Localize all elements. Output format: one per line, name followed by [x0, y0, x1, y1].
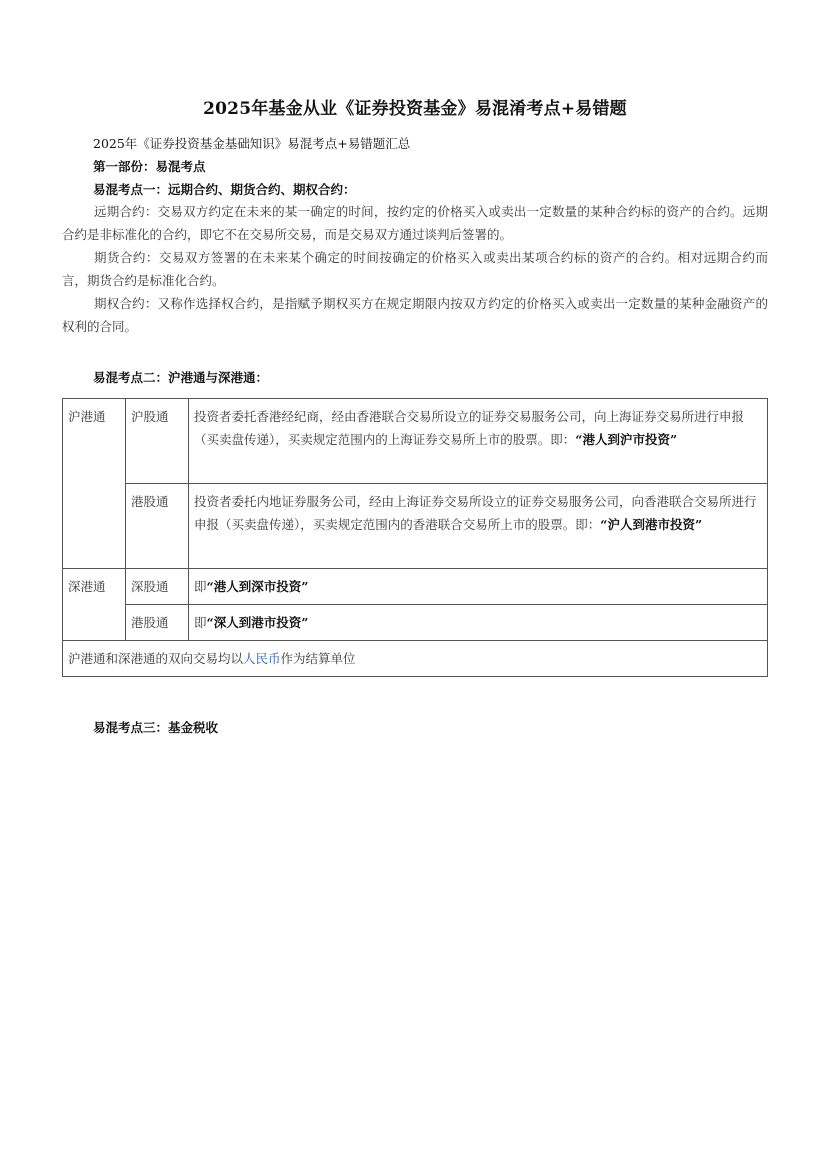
- table-row: [63, 484, 768, 569]
- description-text: 即: [194, 615, 207, 630]
- table-row: [63, 399, 768, 484]
- paragraph-futures-contract: 期货合约：交易双方签署的在未来某个确定的时间按确定的价格买入或卖出某项合约标的资产的合约。相对远期合约而言，期货合约是标准化合约。: [62, 250, 768, 288]
- description-text: 投资者委托内地证券服务公司，经由上海证券交易所设立的证券交易服务公司，向香港联合交易所进行申报（买卖盘传递），买卖规定范围内的香港联合交易所上市的股票。即：: [194, 494, 757, 532]
- footer-text: 作为结算单位: [280, 651, 356, 666]
- description-cell: [189, 569, 768, 605]
- type-cell: 深股通: [126, 569, 189, 605]
- table-row: [63, 569, 768, 605]
- emphasis-text: “港人到深市投资”: [206, 579, 309, 594]
- description-text: 即: [194, 579, 207, 594]
- type-cell: 港股通: [126, 605, 189, 641]
- description-cell: [189, 605, 768, 641]
- footer-cell: [63, 641, 768, 677]
- footer-text: 沪港通和深港通的双向交易均以: [68, 651, 244, 666]
- group-cell-shenzhen: 深港通: [63, 569, 126, 641]
- group-cell-shanghai: 沪港通: [63, 399, 126, 569]
- rmb-link[interactable]: 人民币: [243, 651, 281, 666]
- emphasis-text: “港人到沪市投资”: [575, 432, 678, 447]
- point2-heading: 易混考点二：沪港通与深港通：: [93, 370, 269, 385]
- emphasis-text: “沪人到港市投资”: [600, 517, 703, 532]
- paragraph-forward-contract: 远期合约：交易双方约定在未来的某一确定的时间，按约定的价格买入或卖出一定数量的某种合约标的资产的合约。远期合约是非标准化的合约，即它不在交易所交易，而是交易双方通过谈判后签署的。: [62, 204, 768, 242]
- table-footer-row: [63, 641, 768, 677]
- point3-heading: 易混考点三：基金税收: [93, 720, 219, 735]
- table-row: [63, 605, 768, 641]
- point1-heading: 易混考点一：远期合约、期货合约、期权合约：: [93, 182, 356, 197]
- type-cell: 沪股通: [126, 399, 189, 484]
- emphasis-text: “深人到港市投资”: [206, 615, 309, 630]
- description-cell: [189, 484, 768, 569]
- paragraph-option-contract: 期权合约：又称作选择权合约，是指赋予期权买方在规定期限内按双方约定的价格买入或卖出一定数量的某种金融资产的权利的合同。: [62, 296, 768, 334]
- description-cell: [189, 399, 768, 484]
- stock-connect-table: [62, 398, 768, 677]
- description-text: 投资者委托香港经纪商，经由香港联合交易所设立的证券交易服务公司，向上海证券交易所进行申报（买卖盘传递），买卖规定范围内的上海证券交易所上市的股票。即：: [194, 409, 745, 447]
- part-heading: 第一部份：易混考点: [93, 159, 206, 174]
- page-title: 2025年基金从业《证券投资基金》易混淆考点+易错题: [203, 99, 627, 119]
- subtitle: 2025年《证券投资基金基础知识》易混考点+易错题汇总: [93, 136, 411, 151]
- type-cell: 港股通: [126, 484, 189, 569]
